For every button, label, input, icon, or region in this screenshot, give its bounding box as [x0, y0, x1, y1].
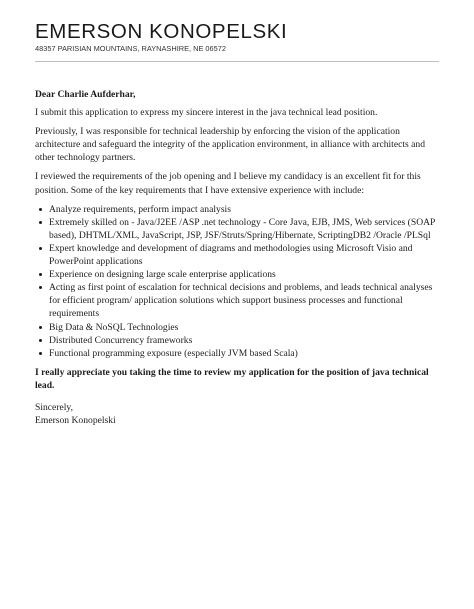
- applicant-name: EMERSON KONOPELSKI: [35, 20, 288, 43]
- requirement-item: Experience on designing large scale enterprise applications: [49, 268, 439, 281]
- letter-body: [35, 88, 439, 427]
- requirements-list: [35, 203, 439, 360]
- salutation: Dear Charlie Aufderhar,: [35, 89, 136, 100]
- requirements-intro-paragraph: I reviewed the requirements of the job opening and I believe my candidacy is an excellent fit for this position. Some of the key requirements that I have extensive experience with include:: [35, 171, 421, 196]
- signoff: Sincerely,: [35, 401, 74, 413]
- requirement-item: Extremely skilled on - Java/J2EE /ASP .net technology - Core Java, EJB, JMS, Web services (SOAP based), DHTML/XML, JavaScript, JSP, JSF/Struts/Spring/Hibernate, ScriptingDB2 /Oracle /PLSql: [49, 216, 439, 242]
- requirement-item: Big Data & NoSQL Technologies: [49, 321, 439, 334]
- intro-paragraph: I submit this application to express my sincere interest in the java technical lead position.: [35, 107, 378, 119]
- signature-name: Emerson Konopelski: [35, 415, 116, 427]
- experience-paragraph: Previously, I was responsible for technical leadership by enforcing the vision of the application architecture and safeguard the integrity of the application environment, in alliance with architects and other technology partners.: [35, 126, 425, 164]
- closing-statement: I really appreciate you taking the time to review my application for the position of java technical lead.: [35, 366, 429, 391]
- requirement-item: Analyze requirements, perform impact analysis: [49, 203, 439, 216]
- applicant-address: 48357 PARISIAN MOUNTAINS, RAYNASHIRE, NE 06572: [35, 44, 226, 53]
- header-divider: [35, 61, 439, 62]
- requirement-item: Distributed Concurrency frameworks: [49, 334, 439, 347]
- requirement-item: Acting as first point of escalation for technical decisions and problems, and leads technical analyses for efficient program/ application solutions which support business processes and functional requirements: [49, 281, 439, 320]
- requirement-item: Functional programming exposure (especially JVM based Scala): [49, 347, 439, 360]
- requirement-item: Expert knowledge and development of diagrams and methodologies using Microsoft Visio and PowerPoint applications: [49, 242, 439, 268]
